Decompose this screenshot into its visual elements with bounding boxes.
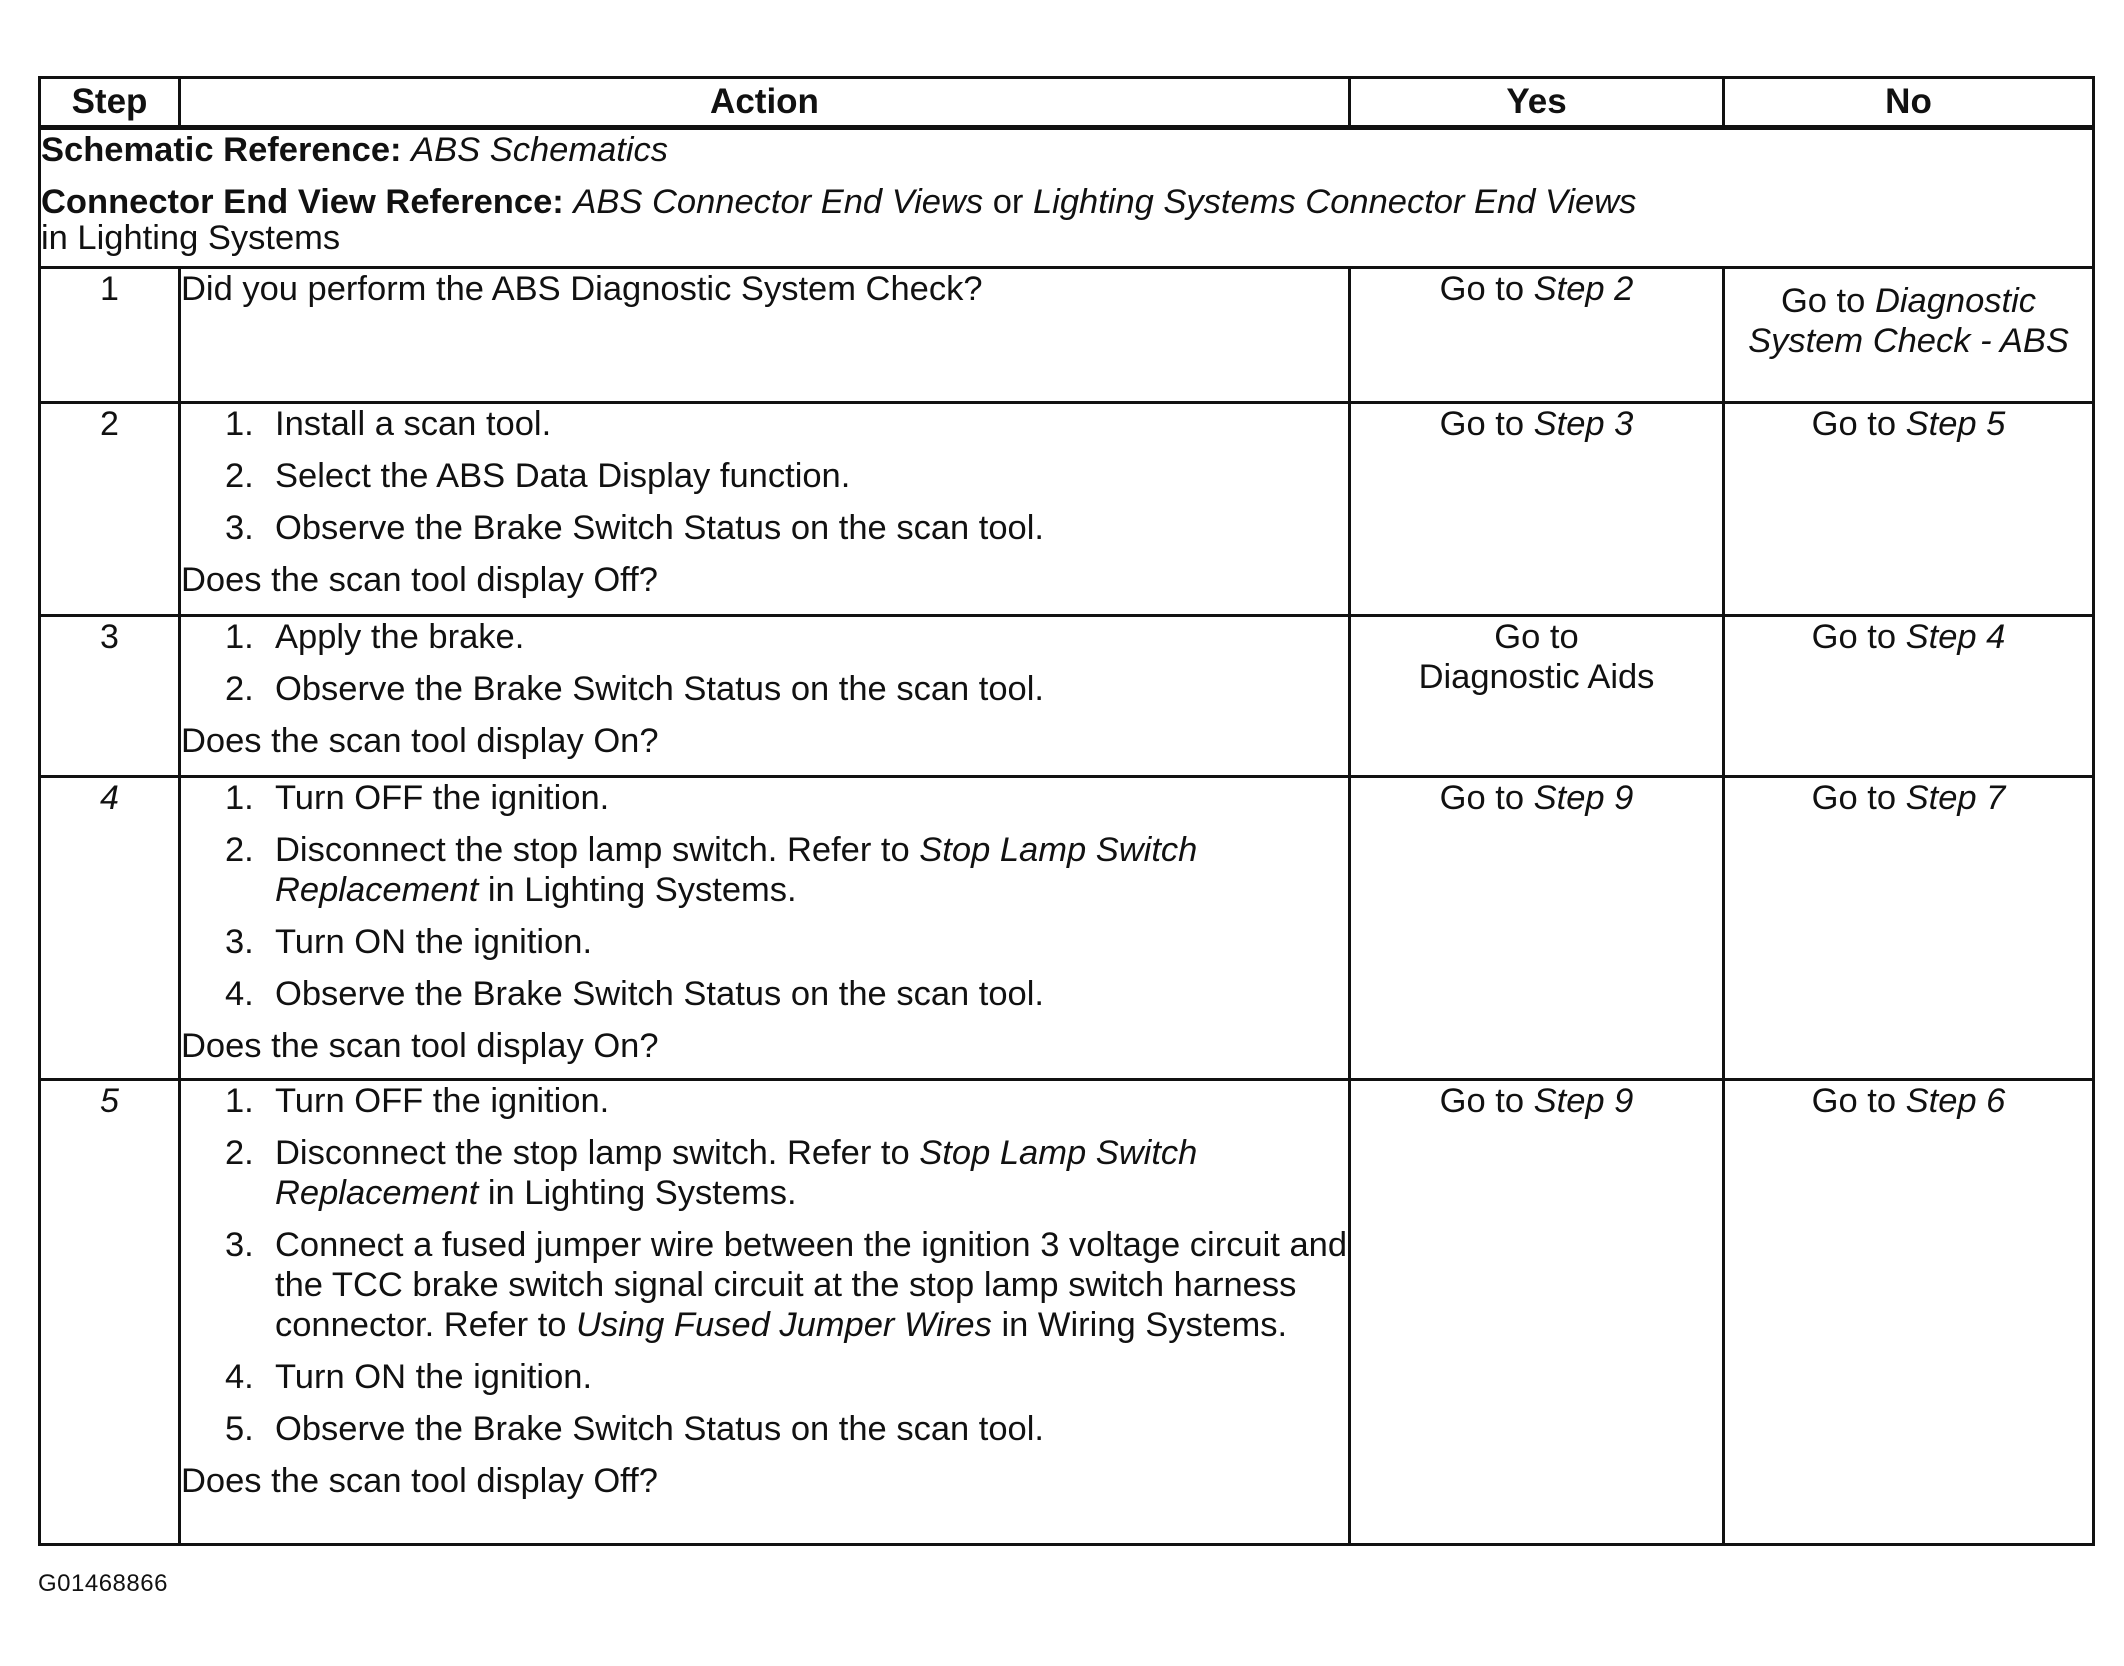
- action-cell: [180, 616, 1350, 777]
- references-row: [40, 128, 2094, 268]
- yes-goto[interactable]: [1351, 778, 1722, 818]
- step-number: 5: [40, 1080, 180, 1545]
- yes-goto[interactable]: [1351, 1081, 1722, 1121]
- references-cell: [40, 128, 2094, 268]
- goto-target[interactable]: Step 3: [1533, 405, 1634, 443]
- step-number: 4: [40, 777, 180, 1080]
- item-number: 4.: [225, 975, 254, 1013]
- action-cell: [180, 268, 1350, 403]
- item-number: 3.: [225, 509, 254, 547]
- item-number: 2.: [225, 670, 254, 708]
- goto-target[interactable]: Step 4: [1905, 618, 2006, 656]
- yes-goto-line-2[interactable]: Diagnostic Aids: [1418, 658, 1655, 696]
- action-item: [181, 974, 1348, 1014]
- item-text-before: Disconnect the stop lamp switch. Refer to: [275, 1134, 910, 1172]
- item-number: 4.: [225, 1358, 254, 1396]
- no-goto-line-1[interactable]: [1725, 281, 2092, 321]
- goto-target[interactable]: Step 6: [1905, 1082, 2006, 1120]
- item-number: 2.: [225, 1134, 254, 1172]
- yes-cell[interactable]: [1350, 1080, 1724, 1545]
- item-text: Turn ON the ignition.: [275, 923, 593, 961]
- yes-cell[interactable]: [1350, 777, 1724, 1080]
- no-cell[interactable]: [1724, 268, 2094, 403]
- table-row-step-3: [40, 616, 2094, 777]
- action-item: [181, 1133, 1348, 1213]
- action-item: [181, 830, 1348, 910]
- item-text: Install a scan tool.: [275, 405, 552, 443]
- goto-target[interactable]: Step 5: [1905, 405, 2006, 443]
- diagnostic-document: [38, 76, 2092, 1546]
- no-goto[interactable]: [1725, 617, 2092, 657]
- goto-prefix: Go to: [1811, 405, 1897, 443]
- item-text-before: Disconnect the stop lamp switch. Refer to: [275, 831, 910, 869]
- item-number: 3.: [225, 923, 254, 961]
- goto-target[interactable]: Step 7: [1905, 779, 2006, 817]
- action-item: [181, 778, 1348, 818]
- schematic-reference-link[interactable]: ABS Schematics: [411, 131, 669, 169]
- no-goto[interactable]: [1725, 1081, 2092, 1121]
- action-item: [181, 669, 1348, 709]
- item-text-after: in Wiring Systems.: [1001, 1306, 1288, 1344]
- item-text: [275, 1225, 1348, 1345]
- item-text: Observe the Brake Switch Status on the scan tool.: [275, 509, 1044, 547]
- schematic-reference: [41, 130, 2092, 170]
- item-number: 1.: [225, 405, 254, 443]
- step-question: Does the scan tool display On?: [181, 1027, 659, 1065]
- item-text-before: Connect a fused jumper wire between the ignition 3 voltage circuit and the TCC brake switch signal circuit at the stop lamp switch harness connector. Refer to: [275, 1226, 1348, 1344]
- goto-target[interactable]: Step 2: [1533, 270, 1634, 308]
- item-number: 5.: [225, 1410, 254, 1448]
- goto-prefix: Go to: [1439, 405, 1525, 443]
- no-cell[interactable]: [1724, 1080, 2094, 1545]
- connector-reference-or: or: [992, 183, 1024, 221]
- header-step: Step: [40, 78, 180, 128]
- table-row-step-2: [40, 403, 2094, 616]
- action-item: [181, 1225, 1348, 1345]
- header-row: [40, 78, 2094, 128]
- step-question: Did you perform the ABS Diagnostic System Check?: [181, 270, 983, 308]
- yes-cell[interactable]: [1350, 403, 1724, 616]
- step-question: Does the scan tool display On?: [181, 722, 659, 760]
- item-number: 1.: [225, 779, 254, 817]
- item-text-after: in Lighting Systems.: [487, 871, 797, 909]
- goto-prefix: Go to: [1780, 282, 1866, 320]
- no-cell[interactable]: [1724, 616, 2094, 777]
- item-text: Select the ABS Data Display function.: [275, 457, 851, 495]
- item-number: 3.: [225, 1226, 254, 1264]
- connector-reference-link-abs[interactable]: ABS Connector End Views: [573, 183, 984, 221]
- connector-reference-label: Connector End View Reference:: [41, 183, 564, 221]
- yes-goto-line-1: Go to: [1494, 618, 1579, 656]
- action-item: [181, 1357, 1348, 1397]
- table-row-step-5: [40, 1080, 2094, 1545]
- yes-goto[interactable]: [1351, 269, 1722, 309]
- table-row-step-1: [40, 268, 2094, 403]
- action-cell: [180, 1080, 1350, 1545]
- no-cell[interactable]: [1724, 403, 2094, 616]
- action-item: [181, 1081, 1348, 1121]
- connector-reference-link-lighting[interactable]: Lighting Systems Connector End Views: [1032, 183, 1637, 221]
- item-reference-link[interactable]: Stop Lamp Switch Replacement: [275, 831, 1198, 909]
- item-text: Turn ON the ignition.: [275, 1358, 593, 1396]
- no-goto[interactable]: [1725, 778, 2092, 818]
- item-text-after: in Lighting Systems.: [487, 1174, 797, 1212]
- goto-prefix: Go to: [1439, 270, 1525, 308]
- goto-target[interactable]: System Check - ABS: [1748, 322, 2069, 360]
- diagnostic-table: [38, 76, 2095, 1546]
- step-number: 1: [40, 268, 180, 403]
- item-number: 2.: [225, 831, 254, 869]
- no-cell[interactable]: [1724, 777, 2094, 1080]
- goto-prefix: Go to: [1439, 779, 1525, 817]
- goto-prefix: Go to: [1811, 779, 1897, 817]
- schematic-reference-label: Schematic Reference:: [41, 131, 402, 169]
- goto-target[interactable]: Step 9: [1533, 1082, 1634, 1120]
- connector-reference-suffix: in Lighting Systems: [41, 219, 341, 257]
- item-reference-link[interactable]: Stop Lamp Switch Replacement: [275, 1134, 1198, 1212]
- table-row-step-4: [40, 777, 2094, 1080]
- action-item: [181, 1409, 1348, 1449]
- header-yes: Yes: [1350, 78, 1724, 128]
- header-no: No: [1724, 78, 2094, 128]
- step-number: 2: [40, 403, 180, 616]
- goto-target[interactable]: Step 9: [1533, 779, 1634, 817]
- step-question: Does the scan tool display Off?: [181, 1462, 658, 1500]
- goto-prefix: Go to: [1811, 1082, 1897, 1120]
- item-text: Observe the Brake Switch Status on the scan tool.: [275, 1410, 1044, 1448]
- action-item: [181, 456, 1348, 496]
- action-cell: [180, 777, 1350, 1080]
- action-item: [181, 508, 1348, 548]
- item-text: [275, 1133, 1348, 1213]
- step-question: Does the scan tool display Off?: [181, 561, 658, 599]
- header-action: Action: [180, 78, 1350, 128]
- item-text: Apply the brake.: [275, 618, 525, 656]
- item-text: [275, 830, 1348, 910]
- item-text: Turn OFF the ignition.: [275, 779, 610, 817]
- step-number: 3: [40, 616, 180, 777]
- yes-cell[interactable]: [1350, 616, 1724, 777]
- no-goto-line-2[interactable]: [1725, 321, 2092, 361]
- item-number: 1.: [225, 1082, 254, 1120]
- goto-target[interactable]: Diagnostic: [1874, 282, 2037, 320]
- goto-prefix: Go to: [1439, 1082, 1525, 1120]
- item-text: Observe the Brake Switch Status on the scan tool.: [275, 975, 1044, 1013]
- item-reference-link[interactable]: Using Fused Jumper Wires: [576, 1306, 992, 1344]
- item-number: 2.: [225, 457, 254, 495]
- connector-reference: [41, 182, 2092, 222]
- item-text: Observe the Brake Switch Status on the scan tool.: [275, 670, 1044, 708]
- goto-prefix: Go to: [1811, 618, 1897, 656]
- item-number: 1.: [225, 618, 254, 656]
- action-item: [181, 404, 1348, 444]
- action-cell: [180, 403, 1350, 616]
- yes-cell[interactable]: [1350, 268, 1724, 403]
- action-item: [181, 617, 1348, 657]
- action-item: [181, 922, 1348, 962]
- no-goto[interactable]: [1725, 404, 2092, 444]
- yes-goto[interactable]: [1351, 404, 1722, 444]
- figure-id-caption: G01468866: [38, 1570, 168, 1597]
- item-text: Turn OFF the ignition.: [275, 1082, 610, 1120]
